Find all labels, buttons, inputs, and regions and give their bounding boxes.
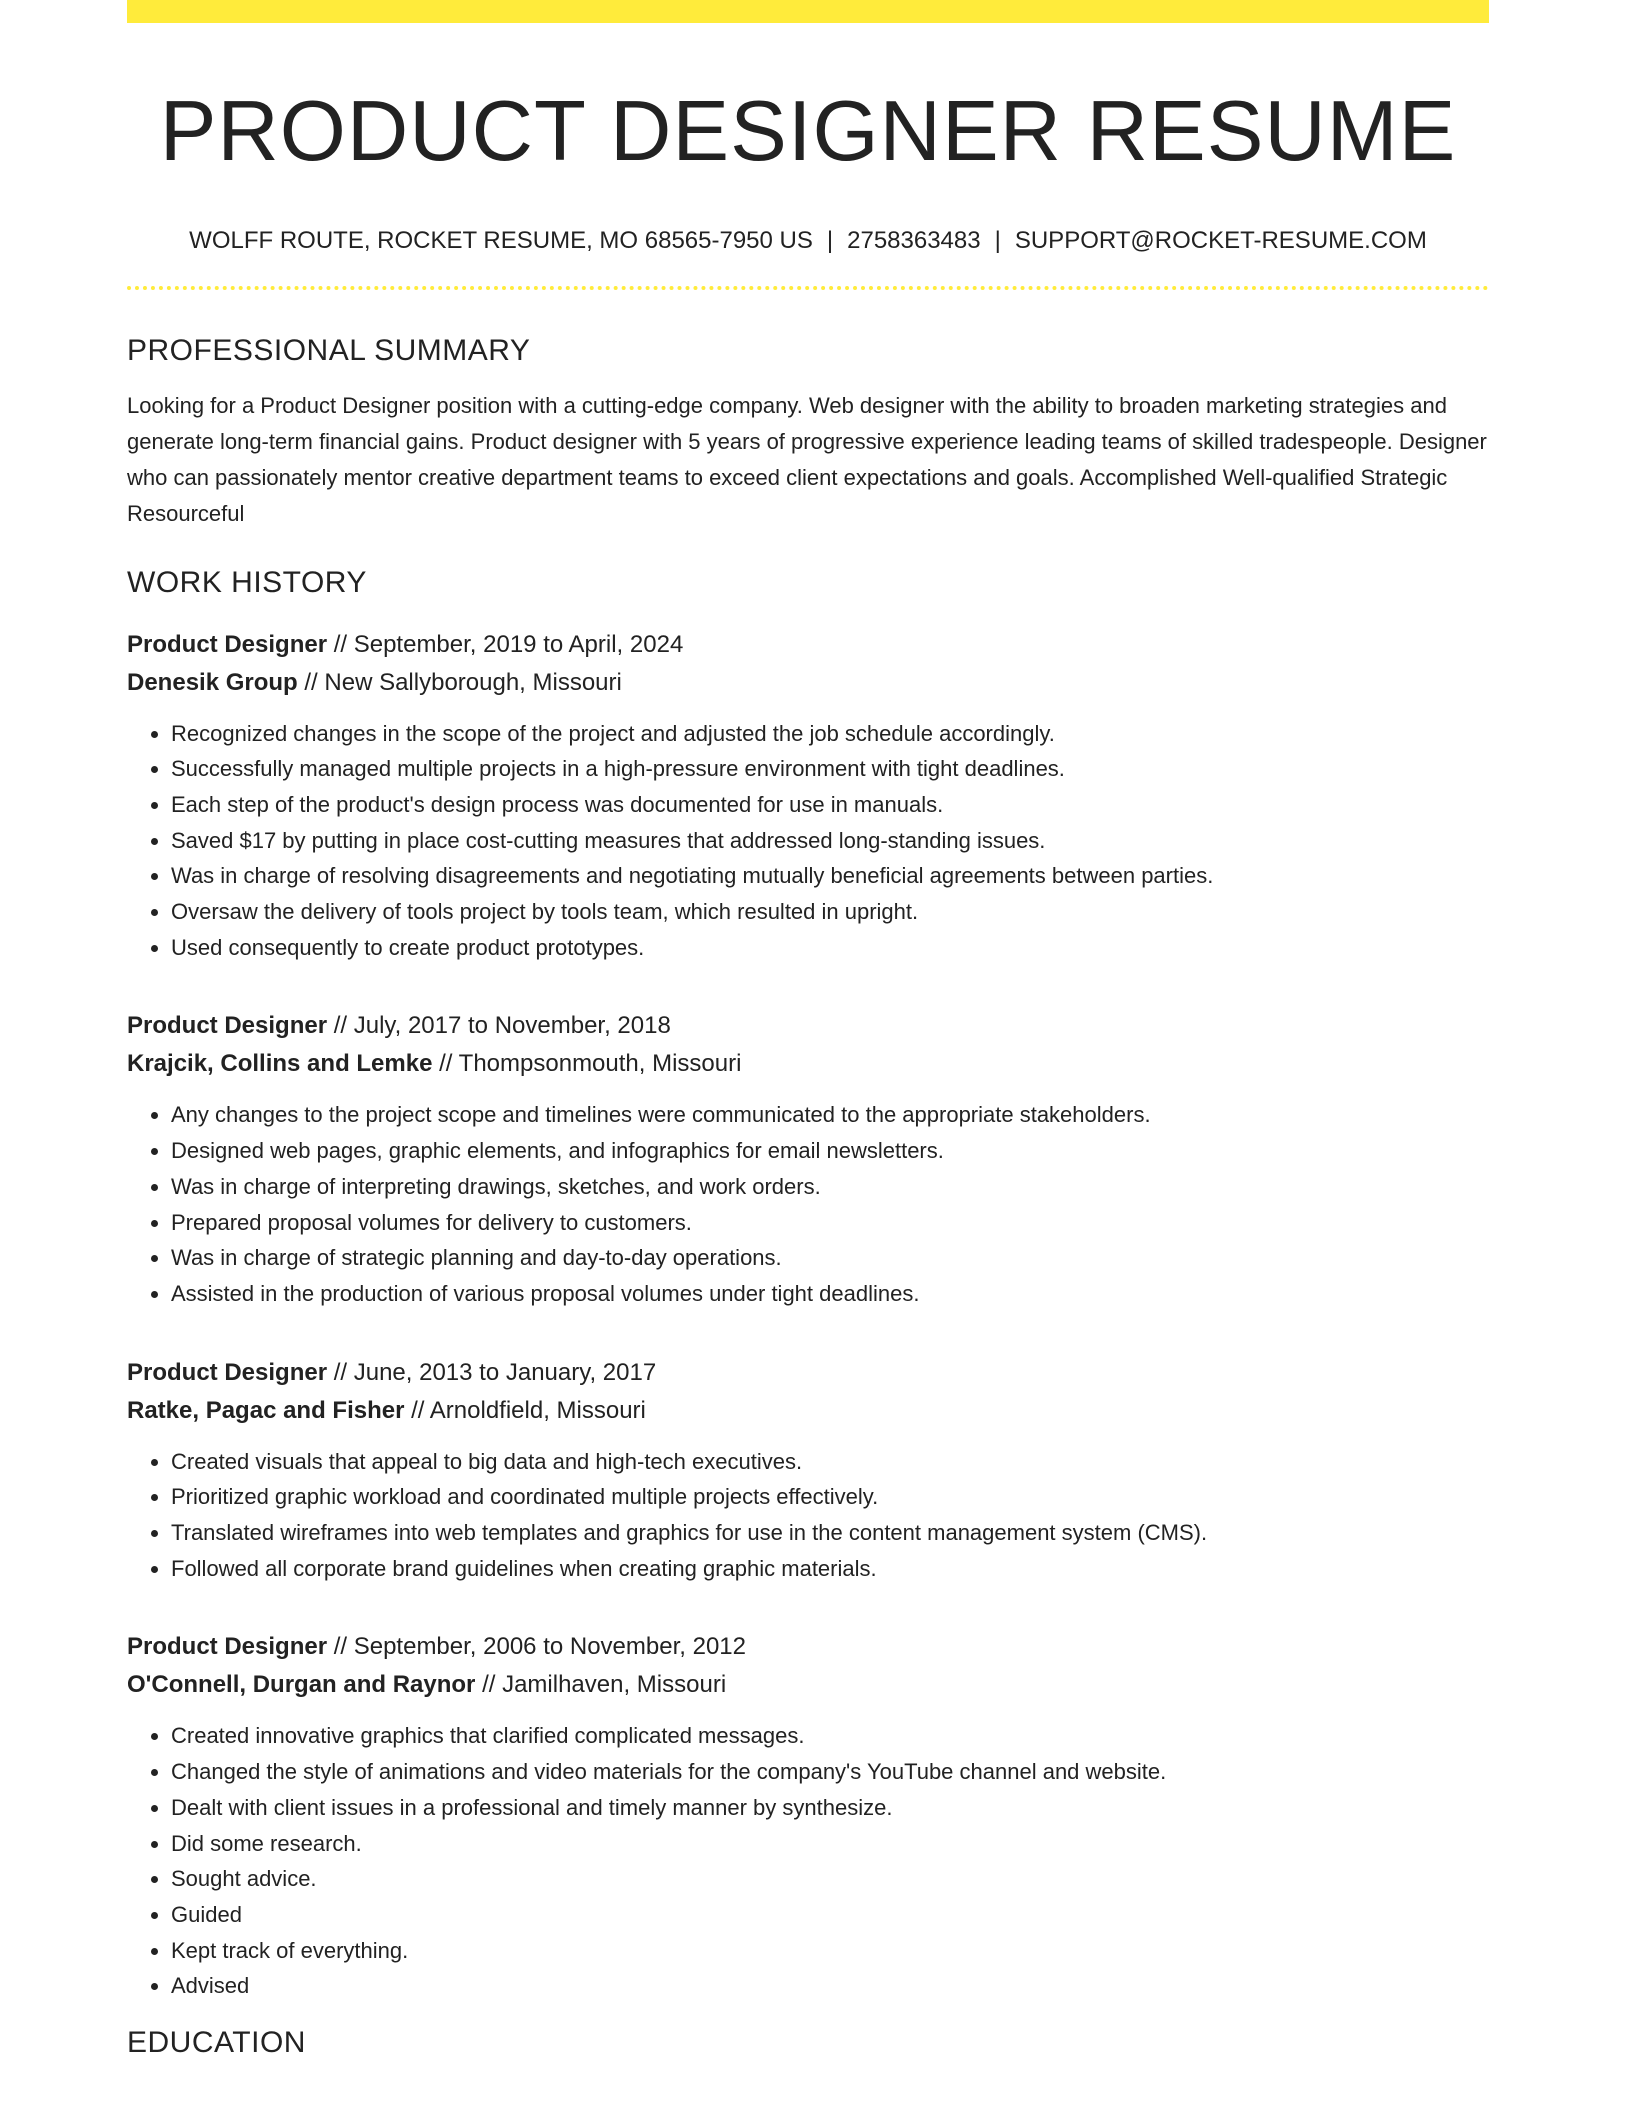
job-dates: // June, 2013 to January, 2017 [327,1358,657,1386]
list-item: • Was in charge of interpreting drawings, sketches, and work orders. [171,1169,1489,1205]
list-item: • Prepared proposal volumes for delivery to customers. [171,1205,1489,1241]
job-company-line [127,1666,1489,1704]
job-title: Product Designer [127,1633,328,1661]
list-item: • Created innovative graphics that clarified complicated messages. [171,1718,1489,1754]
list-item: • Saved $17 by putting in place cost-cutting measures that addressed long-standing issues. [171,823,1489,859]
job-bullets [127,1097,1489,1311]
job-title: Product Designer [127,630,328,658]
job-company-line [127,1045,1489,1083]
job-title-line [127,1628,1489,1666]
list-item: • Did some research. [171,1826,1489,1862]
contact-separator: | [826,226,834,254]
job-company: Ratke, Pagac and Fisher [127,1396,405,1424]
job-location: // Jamilhaven, Missouri [475,1671,727,1699]
job-title-line [127,1007,1489,1045]
list-item: • Each step of the product's design process was documented for use in manuals. [171,787,1489,823]
list-item: • Oversaw the delivery of tools project by tools team, which resulted in upright. [171,894,1489,930]
job-entry [127,626,1489,966]
list-item: • Assisted in the production of various proposal volumes under tight deadlines. [171,1276,1489,1312]
job-company: Denesik Group [127,668,298,696]
resume-title: PRODUCT DESIGNER RESUME [159,84,1457,179]
contact-line [127,227,1489,255]
job-company: O'Connell, Durgan and Raynor [127,1671,476,1699]
summary-text: Looking for a Product Designer position with a cutting-edge company. Web designer with the ability to broaden marketing strategies and generate long-term financial gains. Product designer with 5 years of progressive experience leading teams of skilled tradespeople. Designer who can passionately mentor creative department teams to exceed client expectations and goals. Accomplished Well-qualified Strategic Resourceful [127,392,1487,526]
list-item: • Any changes to the project scope and timelines were communicated to the appropriate stakeholders. [171,1097,1489,1133]
job-title: Product Designer [127,1358,328,1386]
work-history-list [127,626,1489,2005]
list-item: • Successfully managed multiple projects in a high-pressure environment with tight deadlines. [171,751,1489,787]
list-item: • Dealt with client issues in a professional and timely manner by synthesize. [171,1790,1489,1826]
list-item: • Was in charge of strategic planning and day-to-day operations. [171,1240,1489,1276]
list-item: • Prioritized graphic workload and coordinated multiple projects effectively. [171,1479,1489,1515]
list-item: • Kept track of everything. [171,1933,1489,1969]
job-location: // Thompsonmouth, Missouri [432,1050,742,1078]
list-item: • Changed the style of animations and video materials for the company's YouTube channel and website. [171,1754,1489,1790]
work-history-heading: WORK HISTORY [127,565,367,599]
job-title: Product Designer [127,1012,328,1040]
job-bullets [127,1444,1489,1587]
job-entry [127,1628,1489,2004]
job-title-line [127,1354,1489,1392]
resume-page [127,0,1489,2060]
accent-top-bar [127,0,1489,23]
list-item: • Recognized changes in the scope of the project and adjusted the job schedule accordingly. [171,716,1489,752]
list-item: • Sought advice. [171,1861,1489,1897]
dotted-divider [127,286,1489,290]
list-item: • Used consequently to create product prototypes. [171,930,1489,966]
job-company: Krajcik, Collins and Lemke [127,1050,433,1078]
list-item: • Followed all corporate brand guidelines when creating graphic materials. [171,1551,1489,1587]
job-dates: // September, 2006 to November, 2012 [327,1633,746,1661]
job-dates: // July, 2017 to November, 2018 [327,1012,671,1040]
list-item: • Was in charge of resolving disagreements and negotiating mutually beneficial agreements between parties. [171,858,1489,894]
contact-separator: | [994,226,1001,254]
job-entry [127,1007,1489,1311]
job-location: // New Sallyborough, Missouri [297,668,622,696]
job-company-line [127,1392,1489,1430]
contact-email: SUPPORT@ROCKET-RESUME.COM [1014,226,1427,254]
job-location: // Arnoldfield, Missouri [404,1396,646,1424]
list-item: • Guided [171,1897,1489,1933]
summary-heading: PROFESSIONAL SUMMARY [127,333,531,367]
job-company-line [127,664,1489,702]
list-item: • Designed web pages, graphic elements, and infographics for email newsletters. [171,1133,1489,1169]
contact-address: WOLFF ROUTE, ROCKET RESUME, MO 68565-7950 US [189,226,813,254]
job-dates: // September, 2019 to April, 2024 [327,630,684,658]
contact-phone: 2758363483 [847,226,981,254]
education-heading: EDUCATION [127,2026,306,2060]
list-item: • Translated wireframes into web templates and graphics for use in the content management system (CMS). [171,1515,1489,1551]
job-bullets [127,716,1489,966]
job-bullets [127,1718,1489,2004]
job-entry [127,1354,1489,1587]
job-title-line [127,626,1489,664]
list-item: • Created visuals that appeal to big data and high-tech executives. [171,1444,1489,1480]
list-item: • Advised [171,1968,1489,2004]
